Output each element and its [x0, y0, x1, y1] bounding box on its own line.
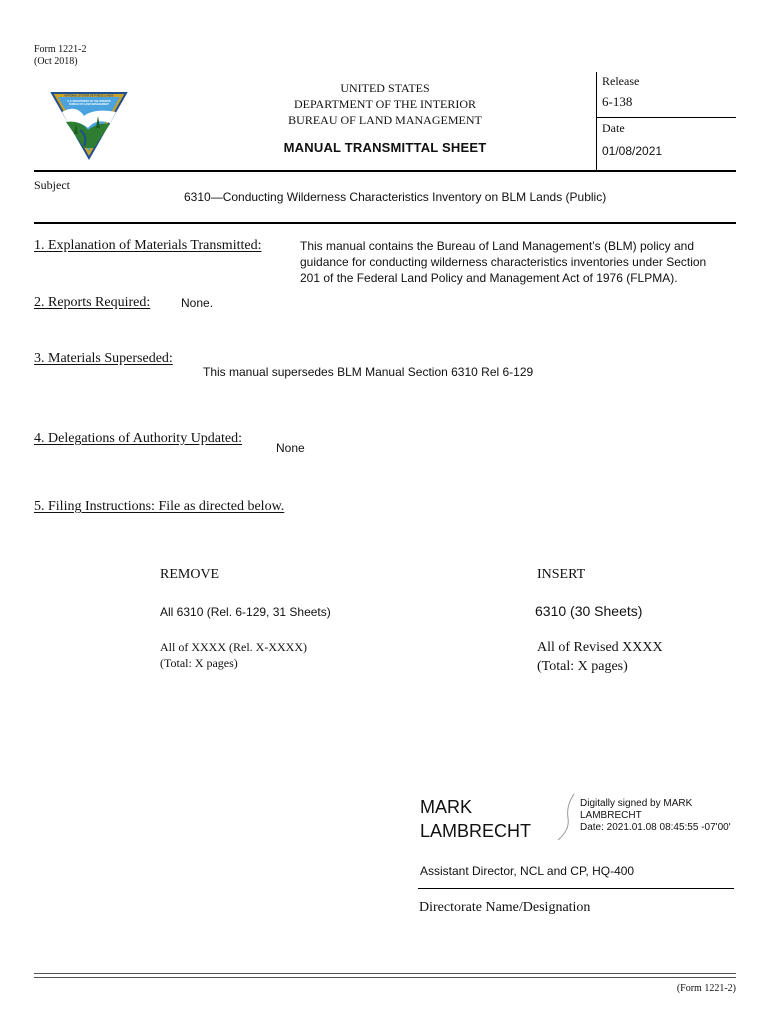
item-3-label-text: 3. Materials Superseded: [34, 351, 173, 366]
designation-label: Directorate Name/Designation [419, 900, 591, 915]
remove-row-2-line-1: All of XXXX (Rel. X-XXXX) [160, 640, 307, 654]
digital-signature-line-2: LAMBRECHT [580, 810, 642, 821]
item-3-value: This manual supersedes BLM Manual Section 6310 Rel 6-129 [203, 365, 534, 379]
item-1-label [34, 238, 261, 254]
signer-title: Assistant Director, NCL and CP, HQ-400 [420, 864, 635, 878]
footer-rule-bottom [34, 977, 736, 978]
item-4-value: None [276, 441, 305, 455]
insert-header: INSERT [537, 567, 586, 582]
header-rule [34, 170, 736, 172]
subject-label: Subject [34, 178, 70, 192]
agency-line-3: BUREAU OF LAND MANAGEMENT [288, 113, 482, 127]
item-5-label-text: 5. Filing Instructions: File as directed below. [34, 499, 285, 514]
item-2-label-text: 2. Reports Required: [34, 295, 151, 310]
insert-row-2-line-2: (Total: X pages) [537, 659, 628, 674]
item-4-label [34, 431, 242, 447]
blm-logo [50, 90, 128, 160]
digital-signature-line-1: Digitally signed by MARK [580, 798, 693, 809]
date-label: Date [602, 121, 625, 135]
release-date-divider [596, 117, 736, 118]
item-1-label-text: 1. Explanation of Materials Transmitted: [34, 238, 262, 253]
item-1-line-2: guidance for conducting wilderness characteristics inventories under Section [300, 255, 707, 269]
signature-stroke-icon [552, 792, 582, 842]
signer-name-line-1: MARK [420, 797, 473, 817]
item-1-line-1: This manual contains the Bureau of Land Management’s (BLM) policy and [300, 239, 695, 253]
signature-glyph [552, 792, 582, 842]
agency-block [270, 80, 500, 128]
remove-row-1: All 6310 (Rel. 6-129, 31 Sheets) [160, 605, 331, 619]
sheet-title: MANUAL TRANSMITTAL SHEET [283, 140, 487, 155]
logo-ring-text: NATIONAL SYSTEM OF PUBLIC LANDS [64, 94, 114, 98]
item-4-label-text: 4. Delegations of Authority Updated: [34, 431, 243, 446]
blm-logo-icon [50, 90, 128, 160]
release-value: 6-138 [602, 94, 633, 109]
logo-inner-text-2: BUREAU OF LAND MANAGEMENT [69, 103, 109, 106]
remove-header: REMOVE [160, 567, 220, 582]
remove-row-2-line-2: (Total: X pages) [160, 656, 238, 670]
form-revision: (Oct 2018) [34, 56, 78, 67]
footer-rule-top [34, 973, 736, 974]
footer-form-number: (Form 1221-2) [676, 983, 736, 994]
item-5-label [34, 499, 284, 515]
remove-row-2 [160, 639, 307, 671]
insert-row-1: 6310 (30 Sheets) [535, 603, 643, 619]
logo-inner-text-1: U.S. DEPARTMENT OF THE INTERIOR [67, 100, 111, 103]
insert-row-2-line-1: All of Revised XXXX [537, 640, 663, 655]
item-3-label [34, 351, 173, 367]
item-2-value: None. [181, 296, 214, 310]
agency-line-2: DEPARTMENT OF THE INTERIOR [293, 97, 477, 111]
digital-signature-line-3: Date: 2021.01.08 08:45:55 -07'00' [580, 822, 731, 833]
signer-name-line-2: LAMBRECHT [420, 821, 532, 841]
signer-name [420, 795, 531, 843]
release-label: Release [602, 74, 640, 88]
form-number: Form 1221-2 [34, 44, 87, 55]
date-value: 01/08/2021 [602, 144, 663, 158]
insert-row-2 [537, 638, 663, 676]
signature-rule [418, 888, 734, 889]
subject-rule [34, 222, 736, 224]
agency-line-1: UNITED STATES [340, 81, 430, 95]
subject-value: 6310—Conducting Wilderness Characteristics Inventory on BLM Lands (Public) [184, 190, 607, 204]
digital-signature [580, 798, 731, 834]
form-number-block [34, 44, 87, 68]
item-1-line-3: 201 of the Federal Land Policy and Management Act of 1976 (FLPMA). [300, 271, 678, 285]
item-1-value [300, 238, 740, 286]
item-2-label [34, 295, 150, 311]
release-divider [596, 72, 597, 170]
